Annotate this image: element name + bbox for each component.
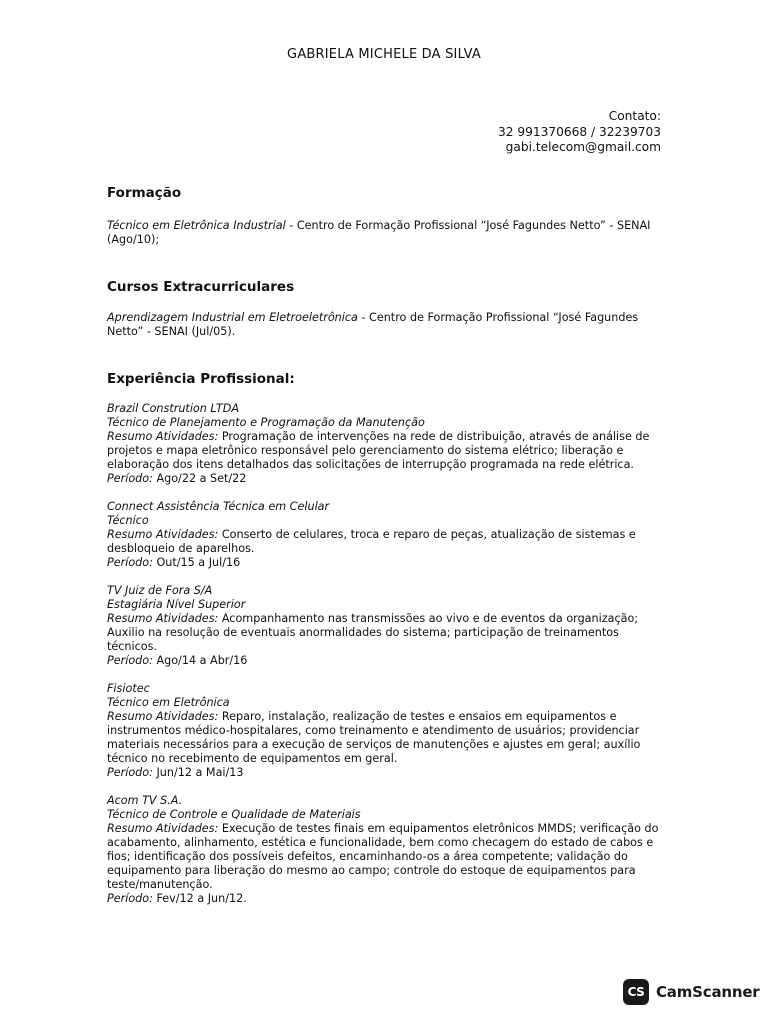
experience-role: Estagiária Nível Superior [107,598,246,611]
cursos-entry [107,311,659,339]
experience-item [107,402,662,486]
camscanner-brand: CamScanner [656,983,760,1001]
experience-summary [107,612,662,654]
experience-summary [107,822,662,892]
experience-item [107,500,662,570]
periodo-label: Período: [107,556,153,569]
experience-list [107,402,662,920]
resumo-label: Resumo Atividades: [107,430,219,443]
camscanner-logo-icon: CS [623,979,649,1005]
experience-role: Técnico em Eletrônica [107,696,230,709]
summary-text: Execução de testes finais em equipamentos eletrônicos MMDS; verificação do acabamento, alinhamento, estética e funcionalidade, bem como checagem do estado de cabos e fios; identificação dos possíveis defeitos, encaminhando-os a área competente; validação do equipamento para liberação do mesmo ao campo; controle do estoque de equipamentos para teste/manutenção. [107,822,659,891]
summary-text: Reparo, instalação, realização de testes e ensaios em equipamentos e instrumentos médico-hospitalares, como treinamento e atendimento de usuários; providenciar materiais necessários para a execução de serviços de manutenções e ajustes em geral; auxílio técnico no recebimento de equipamentos em geral. [107,710,641,765]
contact-phones: 32 991370668 / 32239703 [497,124,661,139]
summary-text: Acompanhamento nas transmissões ao vivo e de eventos da organização; Auxilio na resolução de eventuais anormalidades do sistema; participação de treinamentos técnicos. [107,612,639,653]
experience-summary [107,528,662,556]
resumo-label: Resumo Atividades: [107,528,219,541]
cursos-course-title: Aprendizagem Industrial em Eletroeletrônica [107,311,358,324]
periodo-label: Período: [107,472,153,485]
period-text: Fev/12 a Jun/12. [152,892,247,905]
experience-period [107,472,662,486]
experience-summary [107,710,662,766]
period-text: Ago/22 a Set/22 [152,472,247,485]
experience-company: Fisiotec [107,682,150,695]
summary-text: Conserto de celulares, troca e reparo de peças, atualização de sistemas e desbloqueio de aparelhos. [107,528,636,555]
cursos-heading: Cursos Extracurriculares [107,279,295,295]
period-text: Out/15 a Jul/16 [152,556,241,569]
experience-period [107,556,662,570]
formacao-course-detail: - Centro de Formação Profissional “José Fagundes Netto” - SENAI (Ago/10); [107,219,651,246]
experience-role: Técnico de Planejamento e Programação da Manutenção [107,416,425,429]
period-text: Jun/12 a Mai/13 [152,766,244,779]
experience-item [107,584,662,668]
contact-block [498,109,661,156]
contact-email: gabi.telecom@gmail.com [505,140,661,154]
camscanner-watermark [623,979,760,1005]
formacao-heading: Formação [107,185,182,201]
contact-label: Contato: [608,109,661,123]
resumo-label: Resumo Atividades: [107,612,219,625]
period-text: Ago/14 a Abr/16 [152,654,248,667]
experience-item [107,794,662,906]
periodo-label: Período: [107,654,153,667]
experience-company: Acom TV S.A. [107,794,183,807]
experiencia-heading: Experiência Profissional: [107,371,295,387]
formacao-course-title: Técnico em Eletrônica Industrial [107,219,286,232]
summary-text: Programação de intervenções na rede de distribuição, através de análise de projetos e mapa eletrônico responsável pelo gerenciamento do sistema elétrico; liberação e elaboração dos itens detalhados das solicitações de interrupção programada na rede elétrica. [107,430,650,471]
experience-period [107,766,662,780]
periodo-label: Período: [107,892,153,905]
resumo-label: Resumo Atividades: [107,822,219,835]
periodo-label: Período: [107,766,153,779]
experience-company: Brazil Constrution LTDA [107,402,239,415]
experience-role: Técnico de Controle e Qualidade de Materiais [107,808,361,821]
experience-summary [107,430,662,472]
experience-period [107,892,662,906]
formacao-entry [107,219,659,247]
experience-item [107,682,662,780]
experience-role: Técnico [107,514,149,527]
page-title: GABRIELA MICHELE DA SILVA [287,47,481,62]
resumo-label: Resumo Atividades: [107,710,219,723]
experience-company: Connect Assistência Técnica em Celular [107,500,330,513]
cursos-course-detail: - Centro de Formação Profissional “José Fagundes Netto” - SENAI (Jul/05). [107,311,639,338]
experience-company: TV Juiz de Fora S/A [107,584,213,597]
experience-period [107,654,662,668]
